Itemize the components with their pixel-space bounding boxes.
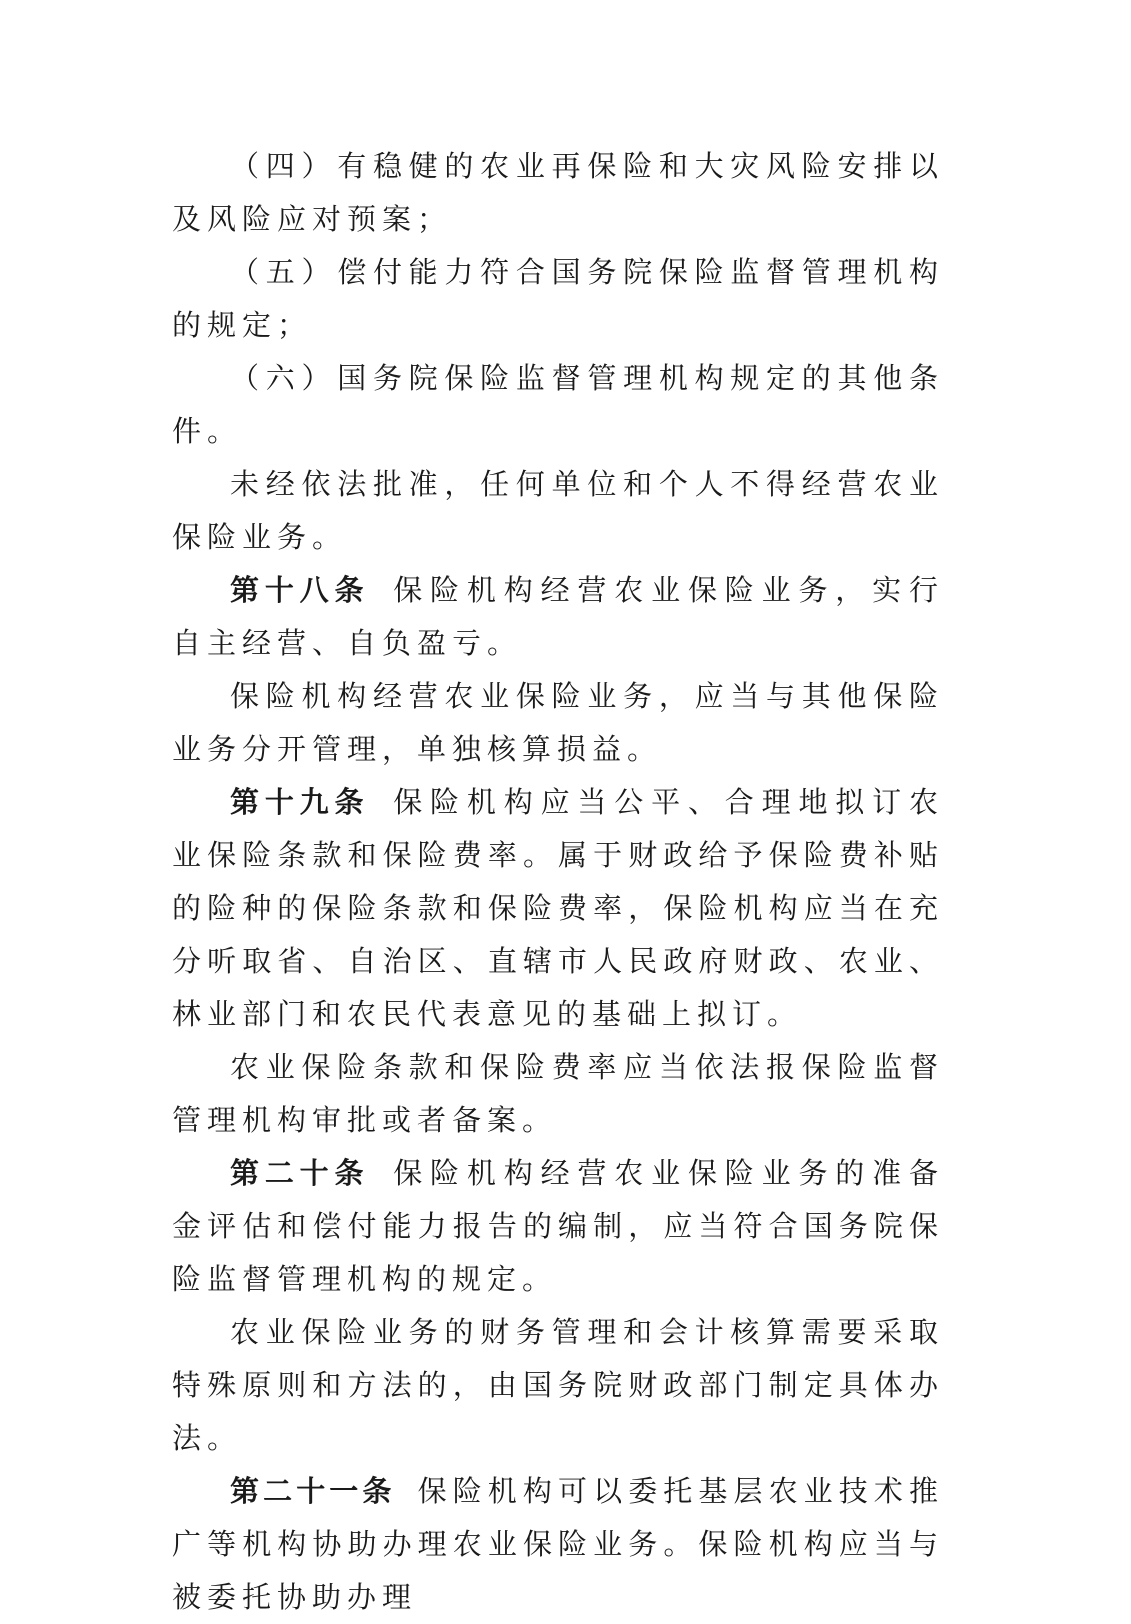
paragraph-separate-management bbox=[172, 670, 944, 776]
paragraph-text: 农业保险条款和保险费率应当依法报保险监督管理机构审批或者备案。 bbox=[172, 1050, 944, 1137]
paragraph-text: 保险机构经营农业保险业务，应当与其他保险业务分开管理，单独核算损益。 bbox=[172, 679, 944, 766]
paragraph-text: 保险机构经营农业保险业务，实行自主经营、自负盈亏。 bbox=[172, 573, 944, 660]
paragraph-approval-required bbox=[172, 458, 944, 564]
document-page bbox=[172, 140, 944, 1624]
paragraph-item-4-reinsurance bbox=[172, 140, 944, 246]
paragraph-terms-approval bbox=[172, 1041, 944, 1147]
article-number: 第二十一条 bbox=[230, 1474, 396, 1508]
paragraph-article-18 bbox=[172, 564, 944, 670]
paragraph-item-5-solvency bbox=[172, 246, 944, 352]
paragraph-article-20 bbox=[172, 1147, 944, 1306]
article-number: 第十八条 bbox=[230, 573, 370, 607]
article-number: 第二十条 bbox=[230, 1156, 370, 1190]
paragraph-text: 农业保险业务的财务管理和会计核算需要采取特殊原则和方法的，由国务院财政部门制定具体办法。 bbox=[172, 1315, 944, 1455]
article-number: 第十九条 bbox=[230, 785, 370, 819]
paragraph-text: （四）有稳健的农业再保险和大灾风险安排以及风险应对预案； bbox=[172, 149, 944, 236]
paragraph-article-19 bbox=[172, 776, 944, 1041]
paragraph-item-6-other-conditions bbox=[172, 352, 944, 458]
paragraph-text: 保险机构经营农业保险业务的准备金评估和偿付能力报告的编制，应当符合国务院保险监督管理机构的规定。 bbox=[172, 1156, 944, 1296]
paragraph-text: 未经依法批准，任何单位和个人不得经营农业保险业务。 bbox=[172, 467, 944, 554]
paragraph-article-21 bbox=[172, 1465, 944, 1624]
paragraph-text: 保险机构应当公平、合理地拟订农业保险条款和保险费率。属于财政给予保险费补贴的险种的保险条款和保险费率，保险机构应当在充分听取省、自治区、直辖市人民政府财政、农业、林业部门和农民代表意见的基础上拟订。 bbox=[172, 785, 944, 1031]
paragraph-text: 保险机构可以委托基层农业技术推广等机构协助办理农业保险业务。保险机构应当与被委托协助办理 bbox=[172, 1474, 944, 1614]
paragraph-text: （五）偿付能力符合国务院保险监督管理机构的规定； bbox=[172, 255, 944, 342]
paragraph-text: （六）国务院保险监督管理机构规定的其他条件。 bbox=[172, 361, 944, 448]
paragraph-financial-accounting bbox=[172, 1306, 944, 1465]
